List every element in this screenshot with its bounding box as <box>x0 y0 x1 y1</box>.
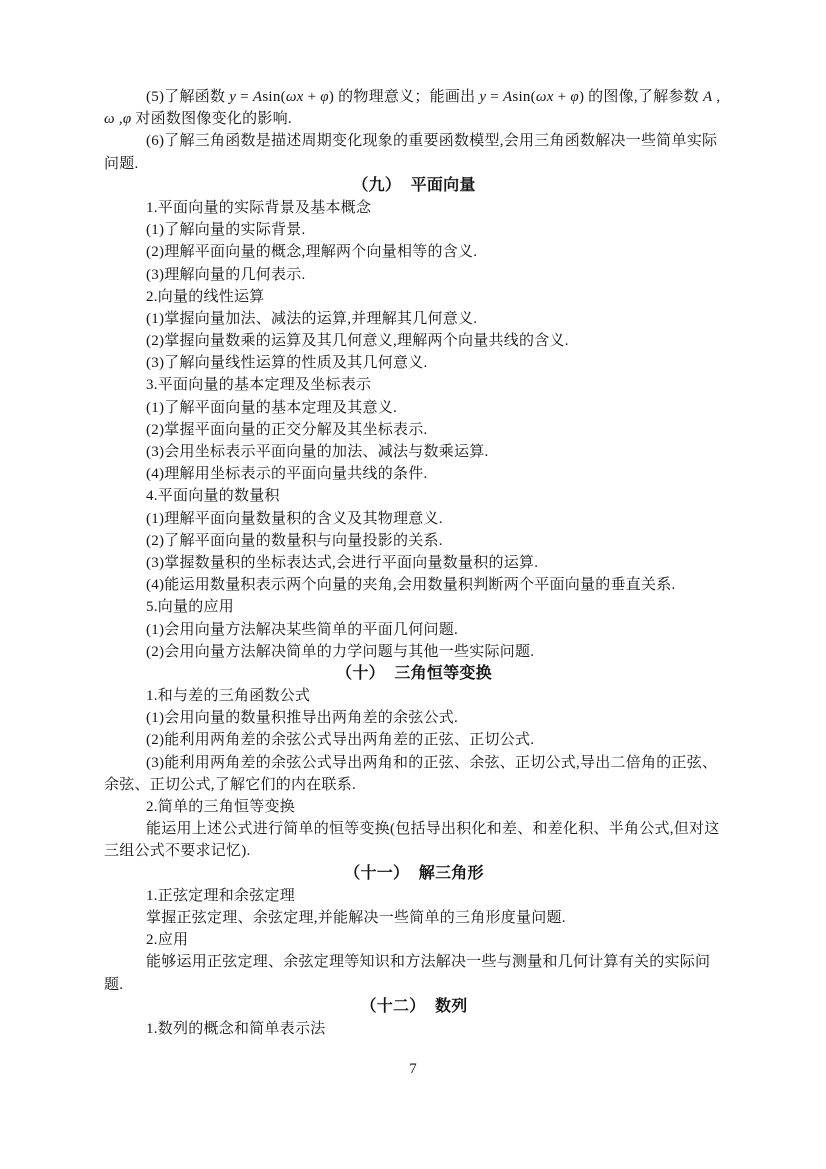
math-variable: φ <box>320 89 329 105</box>
text-line: 5.向量的应用 <box>146 599 235 616</box>
text-line: 1.正弦定理和余弦定理 <box>146 887 296 904</box>
text-segment: ) 的图像,了解参数 <box>578 89 703 105</box>
text-line: 余弦、正切公式,了解它们的内在联系. <box>104 776 357 793</box>
text-segment: ) 的物理意义；能画出 <box>328 89 480 105</box>
text-line: (2)会用向量方法解决简单的力学问题与其他一些实际问题. <box>146 643 535 660</box>
text-line: 题. <box>104 976 124 993</box>
text-segment: + <box>553 89 571 105</box>
math-variable: y <box>229 89 237 105</box>
text-line: (1)会用向量方法解决某些简单的平面几何问题. <box>146 621 458 638</box>
text-line: 掌握正弦定理、余弦定理,并能解决一些简单的三角形度量问题. <box>146 909 566 926</box>
text-line: (3)会用坐标表示平面向量的加法、减法与数乘运算. <box>146 444 489 460</box>
text-line: (1)会用向量的数量积推导出两角差的余弦公式. <box>146 710 458 727</box>
text-segment: 对函数图像变化的影响. <box>131 111 292 128</box>
text-segment: + <box>303 89 321 105</box>
math-variable: ω <box>104 111 115 128</box>
text-line: (2)掌握平面向量的正交分解及其坐标表示. <box>146 421 428 438</box>
text-segment: (5)了解函数 <box>146 89 230 105</box>
section-heading: （十） 三角恒等变换 <box>336 664 492 682</box>
math-variable: ωx <box>535 89 554 105</box>
text-segment: , <box>712 89 721 105</box>
section-heading: （十一） 解三角形 <box>344 864 484 882</box>
text-line: 3.平面向量的基本定理及坐标表示 <box>146 377 372 394</box>
text-line <box>104 86 724 108</box>
text-line: 问题. <box>104 155 139 172</box>
text-line <box>104 108 724 130</box>
text-line: (3)理解向量的几何表示. <box>146 266 306 283</box>
text-line: 能够运用正弦定理、余弦定理等知识和方法解决一些与测量和几何计算有关的实际问 <box>146 954 711 971</box>
text-line: (3)能利用两角差的余弦公式导出两角和的正弦、余弦、正切公式,导出二倍角的正弦、 <box>146 754 718 771</box>
text-line: (1)了解平面向量的基本定理及其意义. <box>146 399 397 416</box>
math-variable: A <box>702 89 713 105</box>
text-line: (1)了解向量的实际背景. <box>146 222 306 239</box>
text-line: 1.和与差的三角函数公式 <box>146 688 311 705</box>
text-line: (3)掌握数量积的坐标表达式,会进行平面向量数量积的运算. <box>146 554 539 571</box>
page-number: 7 <box>409 1061 417 1077</box>
section-heading: （九） 平面向量 <box>352 176 476 194</box>
math-variable: φ <box>122 111 132 128</box>
text-segment: , <box>114 111 123 128</box>
text-segment: = <box>486 89 503 105</box>
text-line: 2.向量的线性运算 <box>146 288 265 305</box>
math-variable: A <box>252 89 263 105</box>
text-line: (4)理解用坐标表示的平面向量共线的条件. <box>146 466 428 483</box>
math-variable: φ <box>570 89 579 105</box>
text-line: (6)了解三角函数是描述周期变化现象的重要函数模型,会用三角函数解决一些简单实际 <box>146 133 718 150</box>
text-line: (2)掌握向量数乘的运算及其几何意义,理解两个向量共线的含义. <box>146 333 569 350</box>
section-heading: （十二） 数列 <box>360 997 468 1015</box>
text-line: 1.平面向量的实际背景及基本概念 <box>146 199 372 216</box>
text-line: 1.数列的概念和简单表示法 <box>146 1020 326 1037</box>
text-segment: = <box>236 89 253 105</box>
text-line: 4.平面向量的数量积 <box>146 488 280 505</box>
text-line: (3)了解向量线性运算的性质及其几何意义. <box>146 355 428 372</box>
text-line: 能运用上述公式进行简单的恒等变换(包括导出积化和差、和差化积、半角公式,但对这 <box>146 821 720 838</box>
document-body <box>104 86 724 1040</box>
text-line: 2.简单的三角恒等变换 <box>146 799 296 815</box>
text-line: (2)了解平面向量的数量积与向量投影的关系. <box>146 532 443 549</box>
math-variable: A <box>502 89 513 105</box>
text-line: 2.应用 <box>146 932 189 949</box>
text-line: (1)掌握向量加法、减法的运算,并理解其几何意义. <box>146 310 478 327</box>
text-segment: sin( <box>262 89 286 105</box>
text-line: 三组公式不要求记忆). <box>104 843 251 860</box>
text-segment: sin( <box>512 89 536 105</box>
text-line: (2)理解平面向量的概念,理解两个向量相等的含义. <box>146 244 478 261</box>
math-variable: y <box>479 89 487 105</box>
text-line: (4)能运用数量积表示两个向量的夹角,会用数量积判断两个平面向量的垂直关系. <box>146 577 676 594</box>
text-line: (1)理解平面向量数量积的含义及其物理意义. <box>146 510 443 527</box>
text-line: (2)能利用两角差的余弦公式导出两角差的正弦、正切公式. <box>146 732 535 749</box>
math-variable: ωx <box>285 89 304 105</box>
